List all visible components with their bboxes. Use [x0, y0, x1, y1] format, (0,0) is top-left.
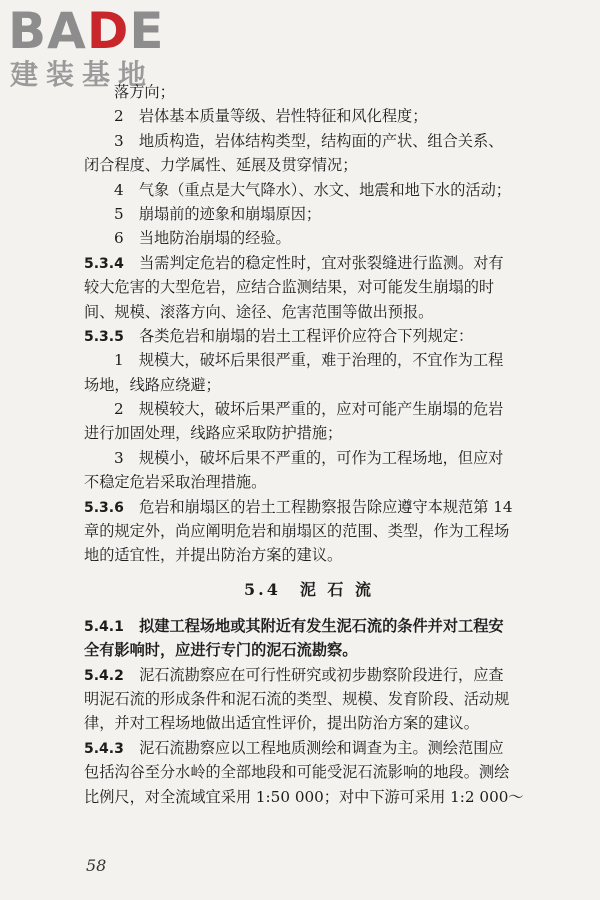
- clause-number: 5.4.2: [84, 667, 124, 684]
- page-body: [84, 84, 534, 809]
- clause-5-3-5: [84, 324, 534, 348]
- clause-5-3-6: [84, 495, 534, 519]
- clause-text: 各类危岩和崩塌的岩土工程评价应符合下列规定：: [123, 326, 474, 345]
- logo-tagline: 建装基地: [10, 58, 155, 91]
- clause-text: 泥石流勘察应在可行性研究或初步勘察阶段进行，应查: [123, 665, 504, 684]
- list-item: 2 规模较大，破坏后果严重的，应对可能产生崩塌的危岩: [114, 400, 504, 419]
- section-heading: 5.4 泥 石 流: [244, 579, 374, 599]
- list-item: 落方向；: [114, 83, 175, 101]
- list-item-continuation: 不稳定危岩采取治理措施。: [84, 473, 267, 492]
- clause-text: 危岩和崩塌区的岩土工程勘察报告除应遵守本规范第 14: [123, 497, 513, 516]
- list-item: 3 地质构造，岩体结构类型，结构面的产状、组合关系、: [114, 131, 504, 150]
- paragraph-line: 全有影响时，应进行专门的泥石流勘察。: [84, 641, 358, 660]
- clause-number: 5.4.3: [84, 740, 124, 757]
- clause-text: 当需判定危岩的稳定性时，宜对张裂缝进行监测。对有: [123, 253, 504, 272]
- clause-number: 5.3.5: [84, 328, 124, 345]
- paragraph-line: 间、规模、滚落方向、途径、危害范围等做出预报。: [84, 302, 434, 321]
- clause-text: 拟建工程场地或其附近有发生泥石流的条件并对工程安: [123, 616, 504, 635]
- clause-5-4-2: [84, 663, 534, 687]
- list-item: 4 气象（重点是大气降水）、水文、地震和地下水的活动；: [114, 180, 511, 199]
- list-item: 1 规模大，破坏后果很严重，难于治理的，不宜作为工程: [114, 351, 504, 370]
- list-item-continuation: 场地，线路应绕避；: [84, 375, 221, 394]
- clause-5-4-3: [84, 736, 534, 760]
- paragraph-line: 较大危害的大型危岩，应结合监测结果，对可能发生崩塌的时: [84, 278, 495, 297]
- clause-number: 5.3.6: [84, 499, 124, 516]
- clause-5-4-1: [84, 614, 534, 638]
- clause-text: 泥石流勘察应以工程地质测绘和调查为主。测绘范围应: [123, 738, 504, 757]
- logo-brand-suffix: E: [129, 2, 165, 60]
- clause-number: 5.4.1: [84, 618, 124, 635]
- logo-brand-prefix: BA: [8, 2, 87, 60]
- paragraph-line: 比例尺，对全流域宜采用 1:50 000；对中下游可采用 1:2 000～: [84, 787, 524, 806]
- list-item-continuation: 进行加固处理，线路应采取防护措施；: [84, 424, 343, 443]
- paragraph-line: 地的适宜性，并提出防治方案的建议。: [84, 546, 343, 565]
- paragraph-line: 包括沟谷至分水岭的全部地段和可能受泥石流影响的地段。测绘: [84, 763, 510, 782]
- list-item: 2 岩体基本质量等级、岩性特征和风化程度；: [114, 107, 428, 126]
- list-item: 3 规模小，破坏后果不严重的，可作为工程场地，但应对: [114, 448, 504, 467]
- paragraph-line: 律，并对工程场地做出适宜性评价，提出防治方案的建议。: [84, 714, 479, 733]
- list-item: 6 当地防治崩塌的经验。: [114, 229, 291, 248]
- clause-number: 5.3.4: [84, 255, 124, 272]
- page-number: 58: [86, 856, 107, 875]
- list-item: 5 崩塌前的迹象和崩塌原因；: [114, 204, 322, 223]
- paragraph-line: 明泥石流的形成条件和泥石流的类型、规模、发育阶段、活动规: [84, 689, 510, 708]
- list-item-continuation: 闭合程度、力学属性、延展及贯穿情况；: [84, 156, 358, 175]
- logo-brand-accent: D: [86, 2, 130, 60]
- paragraph-line: 章的规定外，尚应阐明危岩和崩塌区的范围、类型，作为工程场: [84, 522, 510, 541]
- clause-5-3-4: [84, 251, 534, 275]
- logo-brand: [8, 2, 165, 60]
